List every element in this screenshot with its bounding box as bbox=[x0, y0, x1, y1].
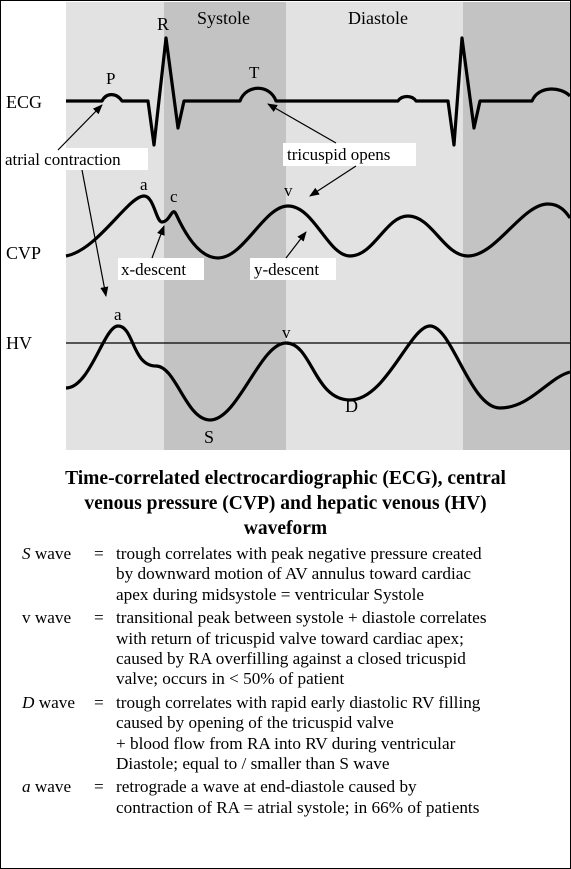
legend-term-italic: a bbox=[22, 777, 31, 797]
band-diastole-light bbox=[286, 2, 463, 450]
legend-equals: = bbox=[94, 608, 104, 628]
cvp-a-wave-label: a bbox=[140, 175, 148, 194]
legend-row-s-wave bbox=[20, 544, 570, 605]
r-wave-label: R bbox=[157, 14, 170, 34]
legend-term-rest: v wave bbox=[22, 608, 72, 628]
legend-line: contraction of RA = atrial systole; in 66% of patients bbox=[116, 797, 480, 817]
legend-line: apex during midsystole = ventricular Systole bbox=[116, 584, 425, 604]
figure-caption bbox=[0, 466, 571, 541]
legend-line: + blood flow from RA into RV during ventricular bbox=[116, 733, 456, 753]
legend-row-d-wave bbox=[20, 693, 570, 775]
hv-track-label: HV bbox=[6, 333, 32, 353]
legend-equals: = bbox=[94, 777, 104, 797]
legend-line: with return of tricuspid valve toward cardiac apex; bbox=[116, 628, 464, 648]
t-wave-label: T bbox=[249, 63, 260, 82]
legend-term-italic: S bbox=[22, 544, 31, 563]
d-wave-label: D bbox=[345, 396, 358, 416]
band-right-dark bbox=[463, 2, 570, 450]
legend-row-v-wave bbox=[20, 608, 570, 690]
cvp-v-wave-label: v bbox=[284, 181, 293, 200]
legend-term-rest: wave bbox=[30, 777, 72, 797]
wave-legend bbox=[20, 544, 570, 821]
legend-line: caused by opening of the tricuspid valve bbox=[116, 713, 394, 733]
tricuspid-opens-label: tricuspid opens bbox=[287, 145, 391, 164]
legend-line: trough correlates with peak negative pressure created bbox=[116, 544, 482, 563]
caption-line: Time-correlated electrocardiographic (ECG), central bbox=[65, 468, 506, 489]
legend-term-italic: D bbox=[22, 692, 35, 712]
legend-line: transitional peak between systole + diastole correlates bbox=[116, 608, 487, 628]
legend-line: trough correlates with rapid early diastolic RV filling bbox=[116, 692, 481, 712]
legend-description bbox=[116, 777, 570, 818]
legend-row-a-wave bbox=[20, 777, 570, 818]
x-descent-label: x-descent bbox=[121, 260, 187, 279]
cvp-c-wave-label: c bbox=[170, 187, 178, 206]
s-wave-label: S bbox=[204, 427, 215, 447]
legend-description bbox=[116, 544, 570, 605]
hv-v-wave-label: v bbox=[282, 323, 291, 342]
legend-equals: = bbox=[94, 692, 104, 712]
legend-equals: = bbox=[94, 544, 104, 563]
atrial-contraction-label: atrial contraction bbox=[5, 150, 121, 169]
ecg-track-label: ECG bbox=[6, 92, 42, 112]
legend-term-rest: wave bbox=[30, 544, 72, 563]
caption-line: waveform bbox=[243, 518, 328, 539]
legend-line: valve; occurs in < 50% of patient bbox=[116, 669, 345, 689]
legend-line: by downward motion of AV annulus toward cardiac bbox=[116, 564, 471, 584]
diastole-label: Diastole bbox=[348, 8, 408, 28]
y-descent-label: y-descent bbox=[254, 260, 320, 279]
legend-term-rest: wave bbox=[34, 692, 75, 712]
hv-a-wave-label: a bbox=[114, 305, 122, 324]
legend-line: caused by RA overfilling against a closed tricuspid bbox=[116, 649, 466, 669]
cvp-track-label: CVP bbox=[6, 243, 42, 263]
legend-description bbox=[116, 608, 570, 690]
caption-line: venous pressure (CVP) and hepatic venous (HV) bbox=[84, 493, 487, 514]
legend-description bbox=[116, 693, 570, 775]
systole-label: Systole bbox=[197, 8, 251, 28]
p-wave-label: P bbox=[106, 69, 116, 88]
legend-line: retrograde a wave at end-diastole caused by bbox=[116, 777, 417, 797]
legend-line: Diastole; equal to / smaller than S wave bbox=[116, 754, 390, 774]
